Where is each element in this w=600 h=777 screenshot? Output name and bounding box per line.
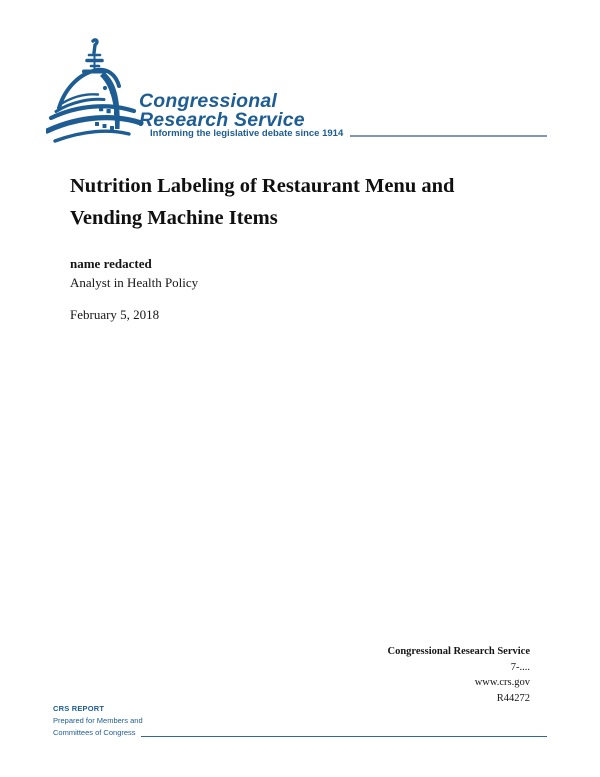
footer-report-number: R44272 xyxy=(496,692,530,704)
footer-rule xyxy=(141,736,547,737)
masthead-rule xyxy=(350,135,547,137)
masthead-tagline-row xyxy=(150,128,547,139)
author-block xyxy=(70,254,198,324)
crs-logo-line2: Research Service xyxy=(139,109,305,131)
masthead-tagline: Informing the legislative debate since 1914 xyxy=(150,128,344,139)
crs-logo-wordmark xyxy=(139,92,305,130)
author-role: Analyst in Health Policy xyxy=(70,275,199,290)
footer-prepared-line2: Committees of Congress xyxy=(53,728,136,737)
report-title xyxy=(70,170,560,234)
footer-crs-report-label: CRS REPORT xyxy=(53,704,105,713)
report-title-line1: Nutrition Labeling of Restaurant Menu and xyxy=(70,175,455,197)
footer-org-name: Congressional Research Service xyxy=(387,646,530,657)
report-title-line2: Vending Machine Items xyxy=(70,207,278,229)
footer-publication-info xyxy=(387,644,530,706)
crs-logo-line1: Congressional xyxy=(139,90,278,112)
footer-website: www.crs.gov xyxy=(474,677,530,688)
author-name: name redacted xyxy=(70,256,152,271)
footer-crs-branding xyxy=(53,703,547,739)
footer-phone: 7-.... xyxy=(510,661,530,673)
footer-prepared-line1: Prepared for Members and xyxy=(53,716,143,725)
report-date: February 5, 2018 xyxy=(70,307,160,322)
